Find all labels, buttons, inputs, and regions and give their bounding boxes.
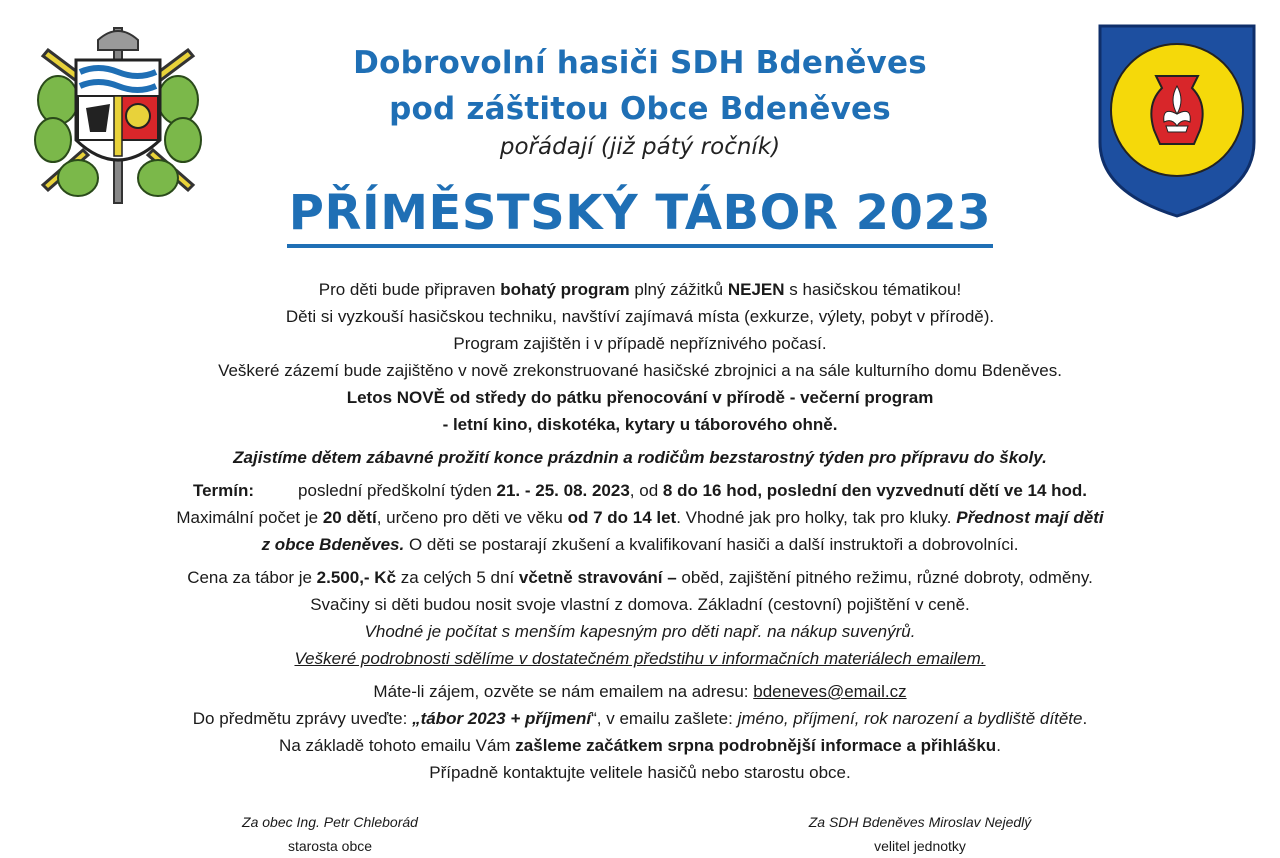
email-link[interactable]: bdeneves@email.cz <box>753 682 907 701</box>
paragraph-details: Veškeré podrobnosti sdělíme v dostatečném předstihu v informačních materiálech emailem. <box>294 649 986 668</box>
paragraph-facilities: Veškeré zázemí bude zajištěno v nově zrekonstruované hasičské zbrojnici a na sále kulturního domu Bdeněves. <box>218 361 1062 380</box>
header <box>0 40 1280 164</box>
paragraph-term <box>0 477 1280 504</box>
text: poslední předškolní týden <box>298 481 497 500</box>
text-bold: zašleme začátkem srpna podrobnější informace a přihlášku <box>515 736 997 755</box>
text: Na základě tohoto emailu Vám <box>279 736 516 755</box>
title-wrap <box>0 184 1280 248</box>
paragraph-capacity <box>0 504 1280 531</box>
signature-role: velitel jednotky <box>874 838 966 854</box>
text: Pro děti bude připraven <box>318 280 501 299</box>
price-value: 2.500,- Kč <box>316 568 397 587</box>
text: Cena za tábor je <box>187 568 317 587</box>
signature-name: Za obec Ing. Petr Chleborád <box>242 814 418 830</box>
page-title: PŘÍMĚSTSKÝ TÁBOR 2023 <box>287 184 993 248</box>
text: oběd, zajištění pitného režimu, různé dobroty, odměny. <box>676 568 1093 587</box>
paragraph-pocket-money: Vhodné je počítat s menším kapesným pro děti např. na nákup suvenýrů. <box>364 622 916 641</box>
term-hours: 8 do 16 hod, poslední den vyzvednutí dětí ve 14 hod. <box>662 481 1088 500</box>
text-bold: NEJEN <box>727 280 785 299</box>
term-label: Termín: <box>192 481 255 500</box>
paragraph-weather: Program zajištěn i v případě nepříznivého počasí. <box>453 334 827 353</box>
text-bold: bohatý program <box>500 280 630 299</box>
paragraph-snacks: Svačiny si děti budou nosit svoje vlastní z domova. Základní (cestovní) pojištění v ceně. <box>310 595 970 614</box>
paragraph-subject <box>0 705 1280 732</box>
text: “, v emailu zašlete: <box>591 709 738 728</box>
text: . Vhodné jak pro holky, tak pro kluky. <box>676 508 957 527</box>
text: . <box>1082 709 1088 728</box>
text: Do předmětu zprávy uveďte: <box>192 709 413 728</box>
paragraph-new: Letos NOVĚ od středy do pátku přenocování v přírodě - večerní program <box>346 388 934 407</box>
organizer-line-1: Dobrovolní hasiči SDH Bdeněves <box>353 45 927 81</box>
text: s hasičskou tématikou! <box>784 280 962 299</box>
paragraph-price <box>0 564 1280 591</box>
text-bold: 20 dětí <box>322 508 377 527</box>
signature-name: Za SDH Bdeněves Miroslav Nejedlý <box>808 814 1032 830</box>
paragraph-evening: - letní kino, diskotéka, kytary u táborového ohně. <box>442 415 838 434</box>
organizer-line-3: pořádají (již pátý ročník) <box>499 134 781 160</box>
text: O děti se postarají zkušení a kvalifikovaní hasiči a další instruktoři a dobrovolníci. <box>404 535 1019 554</box>
document-body <box>0 276 1280 786</box>
signature-commander <box>760 810 1080 858</box>
text: . <box>996 736 1001 755</box>
text-bold-italic: z obce Bdeněves. <box>261 535 405 554</box>
paragraph-activities: Děti si vyzkouší hasičskou techniku, navštíví zajímavá místa (exkurze, výlety, pobyt v přírodě). <box>285 307 995 326</box>
paragraph-goal: Zajistíme dětem zábavné prožití konce prázdnin a rodičům bezstarostný týden pro přípravu do školy. <box>233 448 1047 467</box>
signature-role: starosta obce <box>287 838 373 854</box>
text: Máte-li zájem, ozvěte se nám emailem na adresu: <box>373 682 754 701</box>
text: , od <box>629 481 663 500</box>
text-italic: jméno, příjmení, rok narození a bydliště dítěte <box>737 709 1083 728</box>
paragraph-capacity-2 <box>0 531 1280 558</box>
paragraph-info <box>0 732 1280 759</box>
term-dates: 21. - 25. 08. 2023 <box>496 481 630 500</box>
paragraph-alternative-contact: Případně kontaktujte velitele hasičů nebo starostu obce. <box>429 763 851 782</box>
signature-mayor <box>180 810 480 858</box>
paragraph-contact <box>0 678 1280 705</box>
paragraph-program <box>0 276 1280 303</box>
text: za celých 5 dní <box>396 568 519 587</box>
text: , určeno pro děti ve věku <box>376 508 568 527</box>
subject-text: „tábor 2023 + příjmení <box>412 709 592 728</box>
organizer-line-2: pod záštitou Obce Bdeněves <box>389 91 891 127</box>
text: plný zážitků <box>629 280 728 299</box>
text-bold: včetně stravování – <box>518 568 677 587</box>
text-bold: od 7 do 14 let <box>567 508 677 527</box>
text-bold-italic: Přednost mají děti <box>956 508 1104 527</box>
text: Maximální počet je <box>176 508 323 527</box>
